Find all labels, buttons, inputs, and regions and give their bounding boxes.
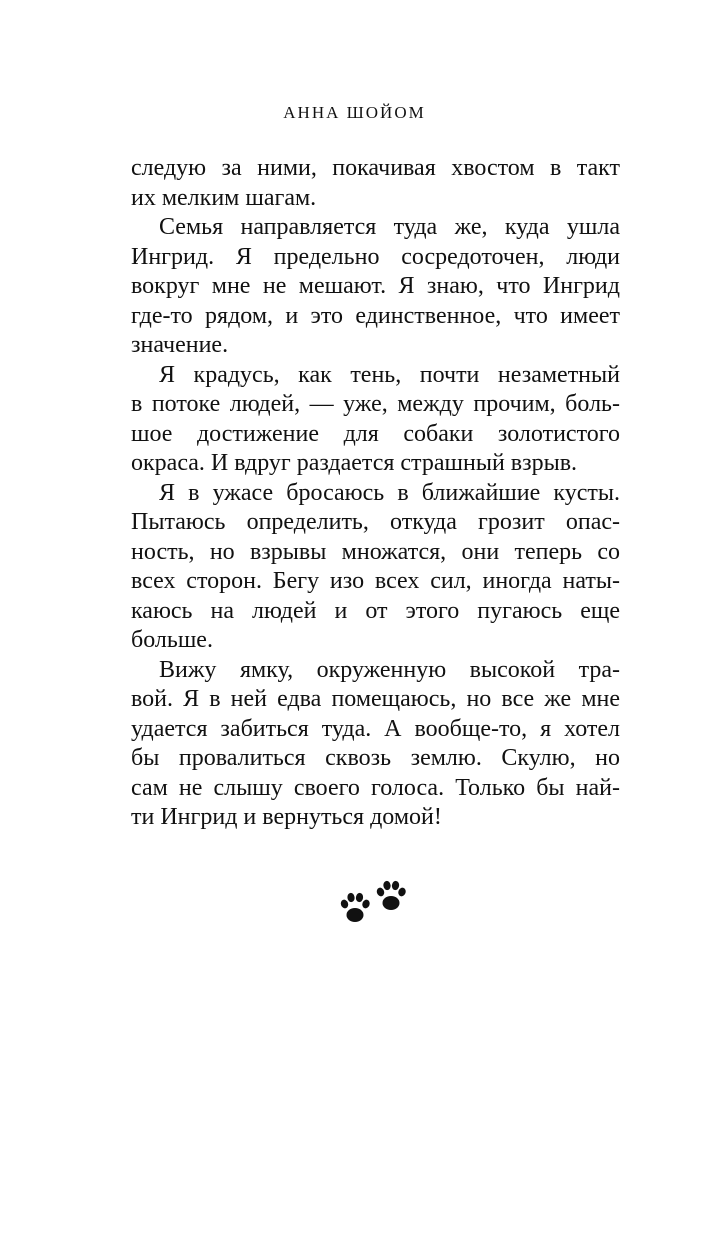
paragraph <box>131 213 620 361</box>
text-line: следую за ними, покачивая хвостом в такт <box>131 155 620 181</box>
body-text <box>131 154 620 833</box>
text-line: их мелким шагам. <box>131 184 317 211</box>
text-line: вой. Я в ней едва помещаюсь, но все же мне <box>131 686 620 712</box>
text-line: каюсь на людей и от этого пугаюсь еще <box>131 597 620 624</box>
text-line: больше. <box>131 627 213 653</box>
text-line: Семья направляется туда же, куда ушла <box>159 214 620 240</box>
text-line: Вижу ямку, окруженную высокой тра- <box>159 656 620 683</box>
paragraph <box>131 656 620 833</box>
text-line: Я в ужасе бросаюсь в ближайшие кусты. <box>159 479 620 506</box>
text-line: Пытаюсь определить, откуда грозит опас- <box>131 509 620 535</box>
paragraph <box>131 361 620 479</box>
text-line: Ингрид. Я предельно сосредоточен, люди <box>131 243 620 270</box>
text-line: Я крадусь, как тень, почти незаметный <box>159 361 620 388</box>
text-line: значение. <box>131 332 229 358</box>
text-line: бы провалиться сквозь землю. Скулю, но <box>131 745 620 771</box>
text-line: где-то рядом, и это единственное, что имеет <box>131 302 620 329</box>
text-line: ти Ингрид и вернуться домой! <box>131 804 442 830</box>
paragraph <box>131 479 620 656</box>
text-line: сам не слышу своего голоса. Только бы най- <box>131 774 620 801</box>
text-line: всех сторон. Бегу изо всех сил, иногда наты- <box>131 568 620 594</box>
paw-icon <box>340 892 371 922</box>
text-line: удается забиться туда. А вообще-то, я хотел <box>131 715 620 742</box>
running-head: АННА ШОЙОМ <box>283 103 426 122</box>
text-line: шое достижение для собаки золотистого <box>131 420 620 447</box>
text-line: вокруг мне не мешают. Я знаю, что Ингрид <box>131 273 620 299</box>
text-line: окраса. И вдруг раздается страшный взрыв. <box>131 450 578 476</box>
paw-icon <box>376 880 407 910</box>
paw-prints-icon <box>338 878 410 926</box>
text-line: ность, но взрывы множатся, они теперь со <box>131 538 620 565</box>
text-line: в потоке людей, — уже, между прочим, боль- <box>131 391 620 417</box>
paragraph <box>131 154 620 213</box>
